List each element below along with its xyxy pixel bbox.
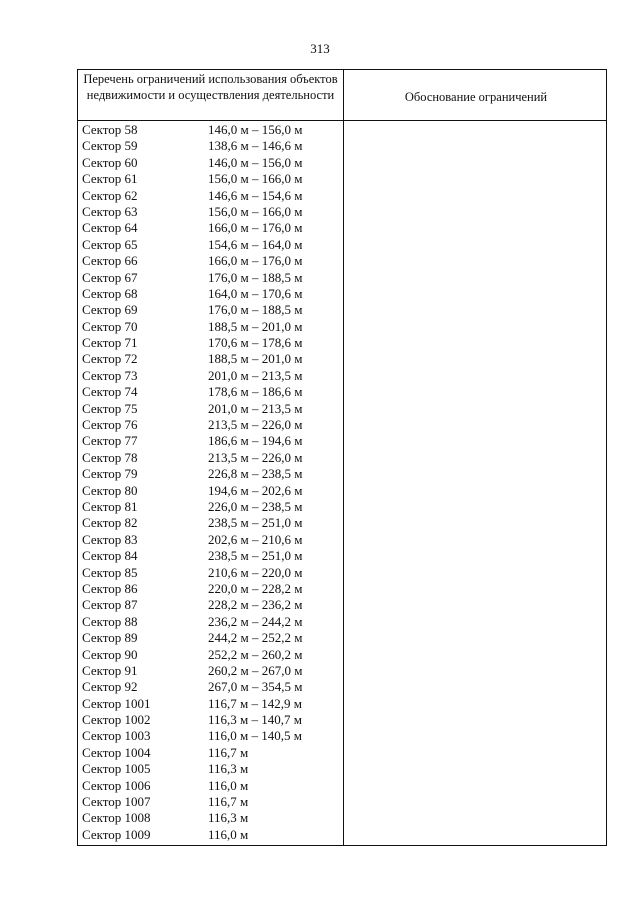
sector-name: Сектор 67 (82, 269, 138, 285)
height-range: 138,6 м – 146,6 м (208, 138, 303, 154)
sector-name: Сектор 72 (82, 351, 138, 367)
height-range: 236,2 м – 244,2 м (208, 613, 303, 629)
sector-name: Сектор 61 (82, 171, 138, 187)
sector-name: Сектор 1004 (82, 744, 151, 760)
sector-name: Сектор 85 (82, 564, 138, 580)
table-row (78, 155, 343, 171)
table-row (78, 433, 343, 449)
sector-name: Сектор 68 (82, 285, 138, 301)
table-row (78, 368, 343, 384)
sector-name: Сектор 73 (82, 367, 138, 383)
height-range: 146,0 м – 156,0 м (208, 154, 303, 170)
sector-name: Сектор 59 (82, 138, 138, 154)
table-row (78, 384, 343, 400)
table-row (78, 171, 343, 187)
sector-name: Сектор 58 (82, 122, 138, 137)
table-row (78, 515, 343, 531)
sector-name: Сектор 76 (82, 417, 138, 433)
height-range: 156,0 м – 166,0 м (208, 203, 303, 219)
height-range: 116,0 м (208, 777, 249, 793)
sector-name: Сектор 92 (82, 679, 138, 695)
height-range: 260,2 м – 267,0 м (208, 662, 303, 678)
height-range: 170,6 м – 178,6 м (208, 335, 303, 351)
height-range: 116,7 м (208, 744, 249, 760)
sector-name: Сектор 1009 (82, 826, 151, 842)
table-row (78, 237, 343, 253)
sector-name: Сектор 65 (82, 236, 138, 252)
height-range: 238,5 м – 251,0 м (208, 515, 303, 531)
sector-name: Сектор 1007 (82, 794, 151, 810)
height-range: 238,5 м – 251,0 м (208, 548, 303, 564)
sector-name: Сектор 66 (82, 253, 138, 269)
table-row (78, 220, 343, 236)
table-row (78, 286, 343, 302)
sector-name: Сектор 1001 (82, 695, 151, 711)
table-row (78, 827, 343, 843)
header-divider (78, 120, 606, 121)
table-row (78, 794, 343, 810)
table-row (78, 401, 343, 417)
table-row (78, 351, 343, 367)
table-row (78, 614, 343, 630)
sector-name: Сектор 60 (82, 154, 138, 170)
sector-name: Сектор 91 (82, 662, 138, 678)
table-row (78, 417, 343, 433)
sector-name: Сектор 86 (82, 580, 138, 596)
sector-name: Сектор 74 (82, 384, 138, 400)
height-range: 213,5 м – 226,0 м (208, 417, 303, 433)
height-range: 201,0 м – 213,5 м (208, 367, 303, 383)
height-range: 166,0 м – 176,0 м (208, 220, 303, 236)
table-row (78, 581, 343, 597)
sector-name: Сектор 63 (82, 203, 138, 219)
table-row (78, 499, 343, 515)
column-divider (343, 70, 344, 845)
sector-name: Сектор 87 (82, 597, 138, 613)
sector-name: Сектор 83 (82, 531, 138, 547)
table-row (78, 138, 343, 154)
table-row (78, 302, 343, 318)
table-row (78, 532, 343, 548)
sector-name: Сектор 81 (82, 498, 138, 514)
height-range: 146,0 м – 156,0 м (208, 122, 303, 137)
table-rows (78, 122, 343, 843)
table-row (78, 663, 343, 679)
height-range: 201,0 м – 213,5 м (208, 400, 303, 416)
sector-name: Сектор 62 (82, 187, 138, 203)
height-range: 188,5 м – 201,0 м (208, 318, 303, 334)
table-row (78, 253, 343, 269)
table-row (78, 565, 343, 581)
table-row (78, 630, 343, 646)
table-row (78, 319, 343, 335)
sector-name: Сектор 88 (82, 613, 138, 629)
table-row (78, 647, 343, 663)
sector-name: Сектор 75 (82, 400, 138, 416)
sector-name: Сектор 71 (82, 335, 138, 351)
height-range: 176,0 м – 188,5 м (208, 269, 303, 285)
height-range: 220,0 м – 228,2 м (208, 580, 303, 596)
height-range: 226,8 м – 238,5 м (208, 466, 303, 482)
table-row (78, 810, 343, 826)
height-range: 154,6 м – 164,0 м (208, 236, 303, 252)
sector-name: Сектор 1005 (82, 761, 151, 777)
height-range: 116,0 м – 140,5 м (208, 728, 302, 744)
height-range: 188,5 м – 201,0 м (208, 351, 303, 367)
sector-name: Сектор 1002 (82, 712, 151, 728)
table-row (78, 466, 343, 482)
table-row (78, 450, 343, 466)
height-range: 267,0 м – 354,5 м (208, 679, 303, 695)
table-row (78, 761, 343, 777)
height-range: 116,0 м (208, 826, 249, 842)
header-justification: Обоснование ограничений (404, 90, 548, 104)
sector-name: Сектор 64 (82, 220, 138, 236)
sector-name: Сектор 69 (82, 302, 138, 318)
restrictions-table (77, 69, 607, 846)
sector-name: Сектор 82 (82, 515, 138, 531)
height-range: 194,6 м – 202,6 м (208, 482, 303, 498)
sector-name: Сектор 1003 (82, 728, 151, 744)
height-range: 176,0 м – 188,5 м (208, 302, 303, 318)
height-range: 116,3 м (208, 761, 249, 777)
height-range: 146,6 м – 154,6 м (208, 187, 303, 203)
sector-name: Сектор 78 (82, 449, 138, 465)
header-restrictions-list: Перечень ограничений использования объектов недвижимости и осуществления деятельности (83, 72, 338, 102)
sector-name: Сектор 89 (82, 630, 138, 646)
sector-name: Сектор 90 (82, 646, 138, 662)
height-range: 116,3 м (208, 810, 249, 826)
table-row (78, 548, 343, 564)
table-row (78, 728, 343, 744)
height-range: 252,2 м – 260,2 м (208, 646, 303, 662)
table-row (78, 335, 343, 351)
table-row (78, 696, 343, 712)
table-row (78, 122, 343, 138)
sector-name: Сектор 84 (82, 548, 138, 564)
height-range: 116,7 м – 142,9 м (208, 695, 302, 711)
height-range: 116,3 м – 140,7 м (208, 712, 302, 728)
sector-name: Сектор 70 (82, 318, 138, 334)
table-row (78, 745, 343, 761)
table-row (78, 483, 343, 499)
table-row (78, 270, 343, 286)
height-range: 164,0 м – 170,6 м (208, 285, 303, 301)
height-range: 228,2 м – 236,2 м (208, 597, 303, 613)
sector-name: Сектор 1008 (82, 810, 151, 826)
height-range: 178,6 м – 186,6 м (208, 384, 303, 400)
height-range: 202,6 м – 210,6 м (208, 531, 303, 547)
table-row (78, 712, 343, 728)
height-range: 166,0 м – 176,0 м (208, 253, 303, 269)
page-number: 313 (310, 41, 330, 56)
height-range: 226,0 м – 238,5 м (208, 498, 303, 514)
height-range: 156,0 м – 166,0 м (208, 171, 303, 187)
height-range: 186,6 м – 194,6 м (208, 433, 303, 449)
height-range: 213,5 м – 226,0 м (208, 449, 303, 465)
height-range: 244,2 м – 252,2 м (208, 630, 303, 646)
table-row (78, 188, 343, 204)
sector-name: Сектор 77 (82, 433, 138, 449)
table-row (78, 778, 343, 794)
table-row (78, 597, 343, 613)
height-range: 210,6 м – 220,0 м (208, 564, 303, 580)
sector-name: Сектор 79 (82, 466, 138, 482)
table-row (78, 679, 343, 695)
sector-name: Сектор 80 (82, 482, 138, 498)
height-range: 116,7 м (208, 794, 249, 810)
sector-name: Сектор 1006 (82, 777, 151, 793)
table-row (78, 204, 343, 220)
